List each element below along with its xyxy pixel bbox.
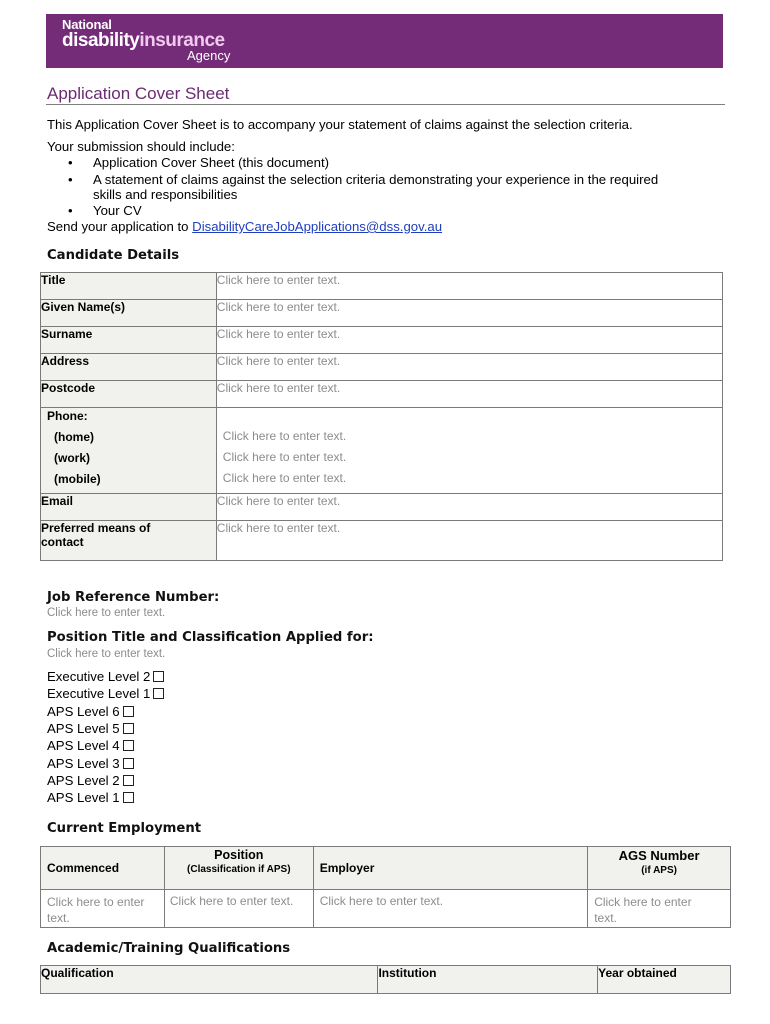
position-header-sub: (Classification if APS) — [187, 864, 291, 875]
commenced-placeholder-line1: Click here to enter — [47, 895, 145, 909]
given-names-input[interactable]: Click here to enter text. — [216, 300, 722, 327]
bullet-icon: • — [68, 155, 73, 170]
preferred-contact-line1: Preferred means of — [41, 521, 151, 535]
level-label: APS Level 3 — [47, 756, 120, 771]
position-title-heading: Position Title and Classification Applied for: — [47, 630, 374, 645]
phone-mobile-input[interactable]: Click here to enter text. — [222, 471, 347, 485]
checkbox[interactable] — [123, 775, 134, 786]
send-line — [47, 219, 442, 235]
level-label: APS Level 5 — [47, 721, 120, 736]
level-label: APS Level 6 — [47, 704, 120, 719]
ags-header-sub: (if APS) — [641, 865, 677, 876]
submission-intro: Your submission should include: — [47, 139, 235, 154]
academic-table — [40, 965, 731, 994]
title-divider — [46, 104, 725, 105]
current-employment-table — [40, 846, 731, 928]
phone-inputs-cell — [216, 408, 722, 494]
phone-home-label: (home) — [54, 430, 94, 444]
surname-label: Surname — [41, 327, 217, 354]
level-option[interactable] — [47, 790, 134, 806]
address-label: Address — [41, 354, 217, 381]
level-label: APS Level 4 — [47, 738, 120, 753]
checkbox[interactable] — [123, 740, 134, 751]
level-option[interactable] — [47, 773, 134, 789]
level-option[interactable] — [47, 756, 134, 772]
ags-header-title: AGS Number — [618, 848, 700, 863]
candidate-details-heading: Candidate Details — [47, 248, 180, 263]
submission-item: Application Cover Sheet (this document) — [93, 155, 330, 170]
level-option[interactable] — [47, 721, 134, 737]
ags-placeholder-line2: text. — [594, 911, 617, 925]
email-link[interactable]: DisabilityCareJobApplications@dss.gov.au — [192, 219, 443, 234]
send-prefix: Send your application to — [47, 219, 193, 234]
employer-header: Employer — [313, 847, 587, 890]
logo-national-text: National — [62, 17, 112, 32]
commenced-placeholder-line2: text. — [47, 911, 70, 925]
postcode-label: Postcode — [41, 381, 217, 408]
submission-item: A statement of claims against the selection criteria demonstrating your experience in the required — [93, 172, 659, 187]
candidate-details-table — [40, 272, 723, 561]
level-option[interactable] — [47, 686, 164, 702]
title-label: Title — [41, 273, 217, 300]
ags-header — [588, 847, 731, 890]
ags-input[interactable] — [588, 890, 731, 928]
logo-disability-text: disability — [62, 30, 140, 51]
agency-banner — [46, 14, 723, 68]
page-title: Application Cover Sheet — [47, 84, 230, 103]
position-header — [164, 847, 313, 890]
commenced-header: Commenced — [41, 847, 165, 890]
position-title-input[interactable]: Click here to enter text. — [47, 648, 166, 660]
bullet-icon: • — [68, 203, 73, 218]
preferred-contact-label — [41, 521, 217, 561]
ags-placeholder-line1: Click here to enter — [594, 895, 692, 909]
year-obtained-header: Year obtained — [598, 966, 731, 994]
intro-text: This Application Cover Sheet is to accompany your statement of claims against the selection criteria. — [47, 117, 633, 132]
email-input[interactable]: Click here to enter text. — [216, 494, 722, 521]
commenced-input[interactable] — [41, 890, 165, 928]
submission-item-continued: skills and responsibilities — [93, 187, 238, 202]
phone-work-input[interactable]: Click here to enter text. — [222, 450, 347, 464]
level-label: Executive Level 1 — [47, 686, 151, 701]
title-input[interactable]: Click here to enter text. — [216, 273, 722, 300]
preferred-contact-input[interactable]: Click here to enter text. — [216, 521, 722, 561]
employer-input[interactable]: Click here to enter text. — [313, 890, 587, 928]
level-option[interactable] — [47, 704, 134, 720]
phone-work-label: (work) — [54, 451, 90, 465]
level-option[interactable] — [47, 738, 134, 754]
phone-home-input[interactable]: Click here to enter text. — [222, 429, 347, 443]
given-names-label: Given Name(s) — [41, 300, 217, 327]
phone-label: Phone: — [47, 409, 88, 423]
level-option[interactable] — [47, 669, 164, 685]
level-label: APS Level 1 — [47, 790, 120, 805]
checkbox[interactable] — [123, 758, 134, 769]
level-label: APS Level 2 — [47, 773, 120, 788]
phone-mobile-label: (mobile) — [54, 472, 101, 486]
phone-spacer — [223, 408, 716, 429]
checkbox[interactable] — [123, 723, 134, 734]
email-label: Email — [41, 494, 217, 521]
surname-input[interactable]: Click here to enter text. — [216, 327, 722, 354]
logo-agency-text: Agency — [187, 48, 231, 63]
level-label: Executive Level 2 — [47, 669, 151, 684]
checkbox[interactable] — [153, 688, 164, 699]
current-employment-heading: Current Employment — [47, 821, 202, 836]
institution-header: Institution — [378, 966, 598, 994]
postcode-input[interactable]: Click here to enter text. — [216, 381, 722, 408]
academic-heading: Academic/Training Qualifications — [47, 941, 291, 956]
position-input[interactable]: Click here to enter text. — [164, 890, 313, 928]
checkbox[interactable] — [123, 792, 134, 803]
phone-label-cell — [41, 408, 217, 494]
job-reference-heading: Job Reference Number: — [47, 590, 220, 605]
bullet-icon: • — [68, 172, 73, 187]
preferred-contact-line2: contact — [41, 535, 84, 549]
checkbox[interactable] — [153, 671, 164, 682]
checkbox[interactable] — [123, 706, 134, 717]
logo-insurance-text: insurance — [139, 30, 225, 51]
position-header-title: Position — [214, 848, 264, 862]
job-reference-input[interactable]: Click here to enter text. — [47, 607, 166, 619]
qualification-header: Qualification — [41, 966, 378, 994]
address-input[interactable]: Click here to enter text. — [216, 354, 722, 381]
submission-item: Your CV — [93, 203, 142, 218]
